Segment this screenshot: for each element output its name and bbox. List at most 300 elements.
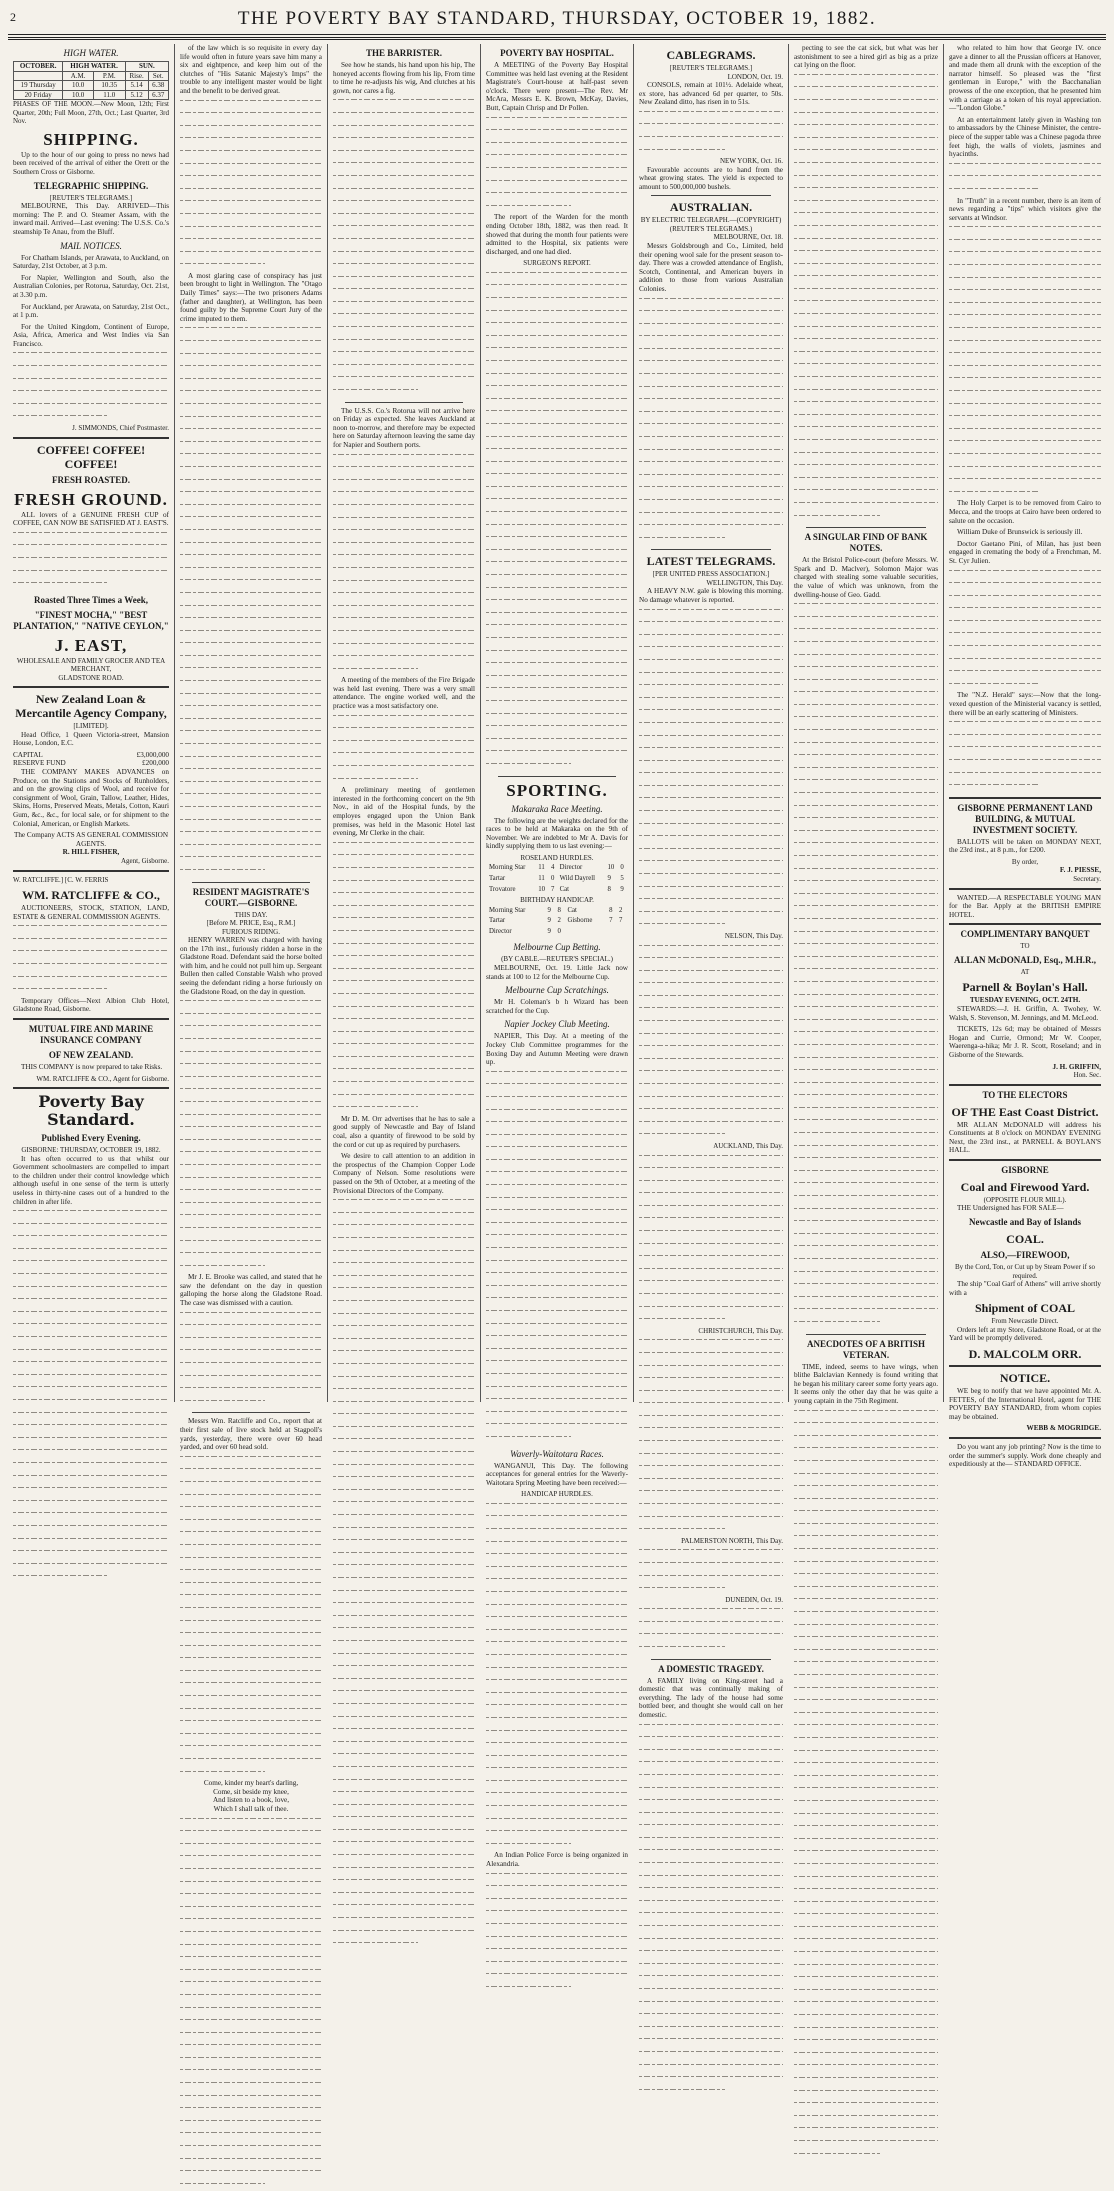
text-line bbox=[794, 1145, 938, 1154]
text-line bbox=[639, 1562, 783, 1571]
text-line bbox=[794, 300, 938, 309]
text-line bbox=[333, 968, 475, 977]
text-line bbox=[949, 175, 1101, 184]
text-line bbox=[333, 1904, 475, 1913]
text-line bbox=[333, 1829, 475, 1838]
truth-text: In "Truth" in a recent number, there is an item of news regarding a "tips" which visitors give the servants at Windsor. bbox=[949, 196, 1101, 222]
text-line bbox=[486, 1566, 628, 1575]
text-line bbox=[639, 149, 783, 158]
text-line bbox=[639, 411, 783, 420]
text-line bbox=[794, 830, 938, 839]
text-line bbox=[794, 2127, 938, 2136]
text-line bbox=[949, 784, 1101, 793]
text-line bbox=[180, 1051, 322, 1060]
text-line bbox=[639, 722, 783, 731]
banquet-date: TUESDAY EVENING, OCT. 24TH. bbox=[969, 996, 1081, 1005]
nzloan-office: Head Office, 1 Queen Victoria-street, Mansion House, London, E.C. bbox=[13, 730, 169, 748]
text-line bbox=[486, 1109, 628, 1118]
text-line bbox=[333, 715, 475, 724]
text-line bbox=[639, 886, 783, 895]
coal-yard-gisborne: GISBORNE bbox=[1001, 1164, 1049, 1175]
mail-item: For Chatham Islands, per Arawata, to Auckland, on Saturday, 21st October, at 3 p.m. bbox=[13, 253, 169, 271]
text-line bbox=[794, 679, 938, 688]
text-line bbox=[794, 1132, 938, 1141]
anecdotes-text: TIME, indeed, seems to have wings, when blithe Balclavian Kennedy is found writing that he began his military career some forty years ago. It seems only the other day that he was quite a young captain in the 75th Regiment. bbox=[794, 1362, 938, 1405]
text-line bbox=[333, 1224, 475, 1233]
text-line bbox=[13, 925, 169, 934]
waverly-heading: Waverly-Waitotara Races. bbox=[510, 1448, 604, 1459]
text-line bbox=[949, 226, 1101, 235]
text-line bbox=[180, 1758, 322, 1767]
text-line bbox=[333, 364, 475, 373]
text-filler bbox=[639, 609, 783, 932]
text-line bbox=[333, 1879, 475, 1888]
text-line bbox=[486, 1961, 628, 1970]
text-line bbox=[180, 1337, 322, 1346]
text-line bbox=[794, 666, 938, 675]
text-line bbox=[794, 1573, 938, 1582]
text-line bbox=[333, 1401, 475, 1410]
text-line bbox=[639, 1180, 783, 1189]
text-line bbox=[639, 1900, 783, 1909]
shipping-heading: SHIPPING. bbox=[43, 129, 139, 149]
telegraphic-text: MELBOURNE, This Day. ARRIVED—This morning: The P. and O. Steamer Assam, with the inward mail. Arrived—Last evening: The U.S.S. Co.'s steamship Te Anau, from the Bluff. bbox=[13, 202, 169, 236]
anecdotes-heading: ANECDOTES OF A BRITISH VETERAN. bbox=[807, 1338, 925, 1360]
text-line bbox=[794, 1636, 938, 1645]
text-line bbox=[486, 1146, 628, 1155]
text-line bbox=[180, 1139, 322, 1148]
text-line bbox=[794, 1044, 938, 1053]
text-line bbox=[639, 2089, 783, 2098]
text-line bbox=[486, 1197, 628, 1206]
text-line bbox=[180, 1569, 322, 1578]
text-line bbox=[333, 517, 475, 526]
text-line bbox=[180, 856, 322, 865]
newyork-text: Favourable accounts are to hand from the wheat growing states. The yield is expected to amount to 500,000,000 bushels. bbox=[639, 165, 783, 191]
text-line bbox=[180, 137, 322, 146]
makaraka-heading: Makaraka Race Meeting. bbox=[511, 803, 603, 814]
text-line bbox=[639, 499, 783, 508]
text-line bbox=[180, 1544, 322, 1553]
text-filler bbox=[333, 1199, 475, 1951]
ratcliffe-text: AUCTIONEERS, STOCK, STATION, LAND, ESTATE & GENERAL COMMISSION AGENTS. bbox=[13, 904, 169, 921]
text-line bbox=[794, 1220, 938, 1229]
text-line bbox=[13, 1449, 169, 1458]
text-line bbox=[639, 1549, 783, 1558]
telegraphic-sub: [REUTER'S TELEGRAMS.] bbox=[49, 193, 133, 202]
text-line bbox=[639, 1799, 783, 1808]
text-line bbox=[486, 322, 628, 331]
text-line bbox=[794, 1094, 938, 1103]
tide-sub: P.M. bbox=[93, 71, 125, 81]
text-line bbox=[180, 213, 322, 222]
text-line bbox=[639, 1205, 783, 1214]
napier-heading: Napier Jockey Club Meeting. bbox=[504, 1019, 610, 1030]
text-line bbox=[333, 529, 475, 538]
text-line bbox=[639, 1133, 783, 1142]
text-line bbox=[180, 1657, 322, 1666]
text-line bbox=[639, 735, 783, 744]
text-line bbox=[180, 1771, 322, 1780]
text-line bbox=[794, 238, 938, 247]
column-3 bbox=[328, 44, 481, 1402]
text-line bbox=[639, 785, 783, 794]
tragedy-heading: A DOMESTIC TRAGEDY. bbox=[658, 1663, 764, 1674]
text-line bbox=[180, 1227, 322, 1236]
text-line bbox=[794, 1775, 938, 1784]
scratchings-text: Mr H. Coleman's b h Wizard has been scratched for the Cup. bbox=[486, 998, 628, 1015]
text-filler bbox=[486, 1503, 628, 1852]
text-line bbox=[333, 580, 475, 589]
text-line bbox=[949, 352, 1101, 361]
text-line bbox=[180, 2082, 322, 2091]
text-line bbox=[486, 1121, 628, 1130]
text-line bbox=[639, 423, 783, 432]
text-line bbox=[639, 1812, 783, 1821]
text-line bbox=[639, 111, 783, 120]
text-line bbox=[333, 1006, 475, 1015]
mail-item: For Auckland, per Arawata, on Saturday, 21st Oct., at 1 p.m. bbox=[13, 302, 169, 320]
text-line bbox=[180, 781, 322, 790]
text-line bbox=[794, 1976, 938, 1985]
text-line bbox=[794, 779, 938, 788]
tide-header: SUN. bbox=[125, 62, 168, 72]
text-line bbox=[486, 154, 628, 163]
text-line bbox=[333, 1043, 475, 1052]
barrister-heading: THE BARRISTER. bbox=[365, 48, 443, 58]
text-line bbox=[180, 1088, 322, 1097]
mocha-line: "FINEST MOCHA," "BEST PLANTATION," "NATIVE CEYLON," bbox=[13, 609, 169, 631]
text-line bbox=[180, 390, 322, 399]
text-line bbox=[333, 727, 475, 736]
text-line bbox=[180, 1944, 322, 1953]
masthead-rule bbox=[8, 37, 1106, 40]
text-line bbox=[794, 363, 938, 372]
text-line bbox=[333, 454, 475, 463]
text-filler bbox=[486, 272, 628, 772]
text-line bbox=[639, 1280, 783, 1289]
text-line bbox=[486, 310, 628, 319]
bank-notes-text: At the Bristol Police-court (before Messrs. W. Spark and D. Maclver), Solomon Major was charged with stealing some valuable securities, the value of which was unknown, from the dwelling-house of Geo. Gadd. bbox=[794, 556, 938, 599]
text-line bbox=[486, 436, 628, 445]
text-line bbox=[486, 1843, 628, 1852]
text-line bbox=[180, 1594, 322, 1603]
text-line bbox=[180, 655, 322, 664]
text-line bbox=[639, 1268, 783, 1277]
text-line bbox=[180, 1375, 322, 1384]
text-line bbox=[486, 1730, 628, 1739]
text-line bbox=[180, 2007, 322, 2016]
text-line bbox=[949, 403, 1101, 412]
tide-row bbox=[14, 90, 169, 100]
rotorua-text: The U.S.S. Co.'s Rotorua will not arrive here on Friday as expected. She leaves Auckland at noon to-morrow, and therefore may be expected here on Saturday afternoon leaving the same day for Napier and Southern ports. bbox=[333, 406, 475, 449]
text-line bbox=[13, 352, 169, 361]
text-line bbox=[333, 125, 475, 134]
text-line bbox=[333, 188, 475, 197]
text-line bbox=[13, 1235, 169, 1244]
text-line bbox=[180, 441, 322, 450]
text-line bbox=[180, 1101, 322, 1110]
text-line bbox=[180, 1893, 322, 1902]
text-line bbox=[794, 2090, 938, 2099]
text-line bbox=[639, 1950, 783, 1959]
text-line bbox=[794, 212, 938, 221]
text-line bbox=[639, 1887, 783, 1896]
text-line bbox=[949, 377, 1101, 386]
text-line bbox=[639, 1192, 783, 1201]
text-line bbox=[486, 624, 628, 633]
text-line bbox=[794, 842, 938, 851]
text-line bbox=[180, 1981, 322, 1990]
text-line bbox=[180, 1494, 322, 1503]
text-line bbox=[794, 86, 938, 95]
text-line bbox=[794, 994, 938, 1003]
text-line bbox=[180, 1682, 322, 1691]
text-filler bbox=[180, 100, 322, 272]
text-line bbox=[333, 1464, 475, 1473]
text-filler bbox=[639, 1339, 783, 1537]
australian-text: Messrs Goldsbrough and Co., Limited, held their opening wool sale for the present season to-day. There was a crowded attendance of English, Scotch, Continental, and American buyers in addition to those from various Australian Colonies. bbox=[639, 241, 783, 293]
text-line bbox=[333, 842, 475, 851]
text-line bbox=[333, 276, 475, 285]
text-line bbox=[794, 1649, 938, 1658]
court-this-day: THIS DAY. bbox=[234, 910, 268, 919]
text-line bbox=[639, 486, 783, 495]
text-line bbox=[13, 1575, 169, 1584]
text-line bbox=[639, 1339, 783, 1348]
dunedin-dateline: DUNEDIN, Oct. 19. bbox=[725, 1595, 783, 1604]
hospital-text: A MEETING of the Poverty Bay Hospital Committee was held last evening at the Resident Magistrate's Court-house at half-past seven o'clock. There were present—The Rev. Mr McAra, Messrs E. K. Brown, McKay, Davies, Butt, Captain Chrisp and Dr Pollen. bbox=[486, 61, 628, 112]
nzloan-heading: New Zealand Loan & Mercantile Agency Company, bbox=[15, 692, 167, 721]
text-line bbox=[333, 1451, 475, 1460]
text-line bbox=[13, 988, 169, 997]
text-line bbox=[180, 479, 322, 488]
capital-value: £3,000,000 bbox=[136, 750, 169, 759]
barrister-poem: See how he stands, his hand upon his hip, The honeyed accents flowing from his lip, From time to time he re-adjusts his wig, And clutches at his gown, nor cares a fig. bbox=[333, 61, 475, 95]
text-line bbox=[639, 995, 783, 1004]
tide-sub bbox=[14, 71, 63, 81]
cremation-text: Doctor Gaetano Pini, of Milan, has just been engaged in cremating the body of a Frenchman, M. St. Cyr Julien. bbox=[949, 539, 1101, 565]
text-line bbox=[794, 1712, 938, 1721]
text-line bbox=[949, 327, 1101, 336]
text-line bbox=[794, 1157, 938, 1166]
text-line bbox=[486, 1272, 628, 1281]
text-line bbox=[180, 327, 322, 336]
text-line bbox=[639, 512, 783, 521]
text-line bbox=[180, 175, 322, 184]
text-line bbox=[794, 1435, 938, 1444]
text-line bbox=[639, 1058, 783, 1067]
sale-text: Messrs Wm. Ratcliffe and Co., report that at their first sale of live stock held at Stagpoll's yards, yesterday, there were over 60 head yarded, and over 60 head sold. bbox=[180, 1417, 322, 1452]
text-line bbox=[639, 323, 783, 332]
east-coast-heading: OF THE East Coast District. bbox=[951, 1104, 1099, 1119]
text-line bbox=[333, 993, 475, 1002]
text-line bbox=[180, 453, 322, 462]
flour-mill: (OPPOSITE FLOUR MILL). bbox=[983, 1195, 1067, 1204]
text-line bbox=[13, 1361, 169, 1370]
text-line bbox=[794, 2039, 938, 2048]
webb-mogridge: WEBB & MOGRIDGE. bbox=[1026, 1424, 1101, 1433]
text-line bbox=[180, 1557, 322, 1566]
text-line bbox=[794, 1813, 938, 1822]
text-line bbox=[794, 414, 938, 423]
text-line bbox=[333, 1741, 475, 1750]
column-2 bbox=[175, 44, 328, 1813]
columns bbox=[8, 44, 1106, 1869]
text-line bbox=[794, 943, 938, 952]
coal-notice-text: Mr D. M. Orr advertises that he has to sale a good supply of Newcastle and Bay of Island coal, also a quantity of firewood to be sold by the cord or cut up as required by purchasers. bbox=[333, 1114, 475, 1149]
text-line bbox=[180, 1025, 322, 1034]
text-line bbox=[13, 1525, 169, 1534]
text-line bbox=[333, 1602, 475, 1611]
text-line bbox=[486, 335, 628, 344]
text-line bbox=[180, 2170, 322, 2179]
text-line bbox=[794, 2077, 938, 2086]
poem-line: Come, kinder my heart's darling, bbox=[203, 1779, 299, 1788]
text-line bbox=[794, 124, 938, 133]
text-line bbox=[486, 650, 628, 659]
palmerston-dateline: PALMERSTON NORTH, This Day. bbox=[681, 1536, 783, 1545]
leader-text: It has often occurred to us that whilst our Government schoolmasters are compelled to impart to the children under their control knowledge which although useful in one sense of the term is utterly useless in thirty-nine cases out of a hundred to the children in after life. bbox=[13, 1154, 169, 1206]
text-line bbox=[333, 1325, 475, 1334]
text-line bbox=[180, 2019, 322, 2028]
herald-text: The "N.Z. Herald" says:—Now that the long-vexed question of the Ministerial vacancy is settled, there will be an early scattering of Ministers. bbox=[949, 691, 1101, 717]
race-row: Tartar 9 2 Gisborne 7 7 bbox=[489, 917, 623, 925]
text-line bbox=[639, 1849, 783, 1858]
text-filler bbox=[639, 1549, 783, 1595]
text-line bbox=[794, 502, 938, 511]
text-line bbox=[333, 1627, 475, 1636]
latest-sub: [PER UNITED PRESS ASSOCIATION.] bbox=[652, 570, 770, 579]
text-line bbox=[639, 697, 783, 706]
text-line bbox=[639, 760, 783, 769]
text-line bbox=[794, 74, 938, 83]
text-line bbox=[486, 763, 628, 772]
text-line bbox=[794, 1850, 938, 1859]
text-line bbox=[486, 1171, 628, 1180]
tide-cell: 6.37 bbox=[148, 90, 169, 100]
allan-mcdonald: ALLAN McDONALD, Esq., M.H.R., bbox=[953, 954, 1096, 965]
text-line bbox=[486, 1348, 628, 1357]
ballots-text: BALLOTS will be taken on MONDAY NEXT, the 23rd inst., at 8 p.m., for £200. bbox=[949, 837, 1101, 855]
text-line bbox=[13, 1311, 169, 1320]
text-filler bbox=[949, 721, 1101, 793]
concert-text: A preliminary meeting of gentlemen interested in the forthcoming concert on the 9th Nov., in aid of the Hospital funds, by the employes engaged upon the Union Bank premises, was held in the Masonic Hotel last evening, Mr Clerke in the chair. bbox=[333, 786, 475, 838]
text-line bbox=[486, 1704, 628, 1713]
text-line bbox=[13, 1399, 169, 1408]
text-line bbox=[180, 554, 322, 563]
text-line bbox=[794, 905, 938, 914]
roseland-table bbox=[486, 862, 628, 896]
telegraphic-heading: TELEGRAPHIC SHIPPING. bbox=[33, 180, 149, 191]
text-line bbox=[794, 477, 938, 486]
text-line bbox=[639, 1528, 783, 1537]
text-line bbox=[639, 709, 783, 718]
warden-report: The report of the Warden for the month ending October 18th, 1882, was then read. It showed that during the month four patients were admitted to the Hospital, six patients were discharged, and one had died. bbox=[486, 213, 628, 256]
text-line bbox=[333, 617, 475, 626]
poem-line: Which I shall talk of thee. bbox=[213, 1805, 289, 1813]
text-line bbox=[949, 570, 1101, 579]
text-line bbox=[794, 1119, 938, 1128]
text-line bbox=[180, 491, 322, 500]
nzloan-agents: The Company ACTS AS GENERAL COMMISSION AGENTS. bbox=[13, 831, 169, 848]
court-text: HENRY WARREN was charged with having on the 17th inst., furiously ridden a horse in the Gladstone Road. Defendant said the horse bolted with him, and he could not pull him up. Sergeant Bullen then called Constable Walsh who proved seeing the defendant riding a horse furiously on the Gladstone Road, on the day in question. bbox=[180, 936, 322, 996]
text-line bbox=[794, 1422, 938, 1431]
pagoda-text: At an entertainment lately given in Washing ton to ambassadors by the Chinese Minister, the centre-piece of the supper table was a Chinese pagoda three feet high, the walls of violets, jasmines and hyacinths. bbox=[949, 115, 1101, 159]
shipping-text: Up to the hour of our going to press no news had been received of the arrival of either the Orett or the Southern Cross or Gisborne. bbox=[13, 150, 169, 177]
text-line bbox=[180, 1456, 322, 1465]
text-line bbox=[180, 1720, 322, 1729]
text-line bbox=[180, 2032, 322, 2041]
text-line bbox=[486, 1885, 628, 1894]
text-line bbox=[333, 288, 475, 297]
text-line bbox=[639, 1608, 783, 1617]
text-line bbox=[639, 360, 783, 369]
text-line bbox=[13, 1298, 169, 1307]
text-line bbox=[180, 466, 322, 475]
text-line bbox=[333, 1753, 475, 1762]
text-line bbox=[639, 310, 783, 319]
text-line bbox=[639, 1121, 783, 1130]
text-line bbox=[794, 1208, 938, 1217]
copper-lode-text: We desire to call attention to an addition in the prospectus of the Champion Copper Lode Company of Nelson. Some resolutions were passed on the 9th of October, at a meeting of the Provisional Directors of the Company. bbox=[333, 1152, 475, 1195]
text-line bbox=[949, 453, 1101, 462]
text-line bbox=[180, 1868, 322, 1877]
text-line bbox=[794, 489, 938, 498]
napier-text: NAPIER, This Day. At a meeting of the Jockey Club Committee programmes for the Boxing Day and Autumn Meeting were drawn up. bbox=[486, 1032, 628, 1067]
text-line bbox=[949, 440, 1101, 449]
text-line bbox=[639, 898, 783, 907]
text-line bbox=[639, 1837, 783, 1846]
text-line bbox=[333, 1106, 475, 1115]
text-filler bbox=[333, 99, 475, 397]
text-line bbox=[333, 1665, 475, 1674]
text-line bbox=[639, 1503, 783, 1512]
text-line bbox=[333, 1678, 475, 1687]
tide-cell: 6.38 bbox=[148, 81, 169, 91]
text-line bbox=[180, 1013, 322, 1022]
text-line bbox=[794, 1170, 938, 1179]
text-line bbox=[13, 390, 169, 399]
text-line bbox=[794, 691, 938, 700]
text-line bbox=[794, 1308, 938, 1317]
text-line bbox=[13, 1475, 169, 1484]
banquet-heading: COMPLIMENTARY BANQUET bbox=[960, 929, 1090, 940]
text-line bbox=[639, 1824, 783, 1833]
text-line bbox=[180, 1994, 322, 2003]
text-line bbox=[180, 642, 322, 651]
text-line bbox=[639, 2001, 783, 2010]
masthead bbox=[8, 8, 1106, 35]
text-line bbox=[794, 1031, 938, 1040]
text-line bbox=[486, 1616, 628, 1625]
text-line bbox=[333, 504, 475, 513]
text-line bbox=[639, 823, 783, 832]
text-line bbox=[949, 289, 1101, 298]
text-line bbox=[794, 981, 938, 990]
text-line bbox=[794, 1888, 938, 1897]
text-line bbox=[180, 2158, 322, 2167]
text-line bbox=[333, 1237, 475, 1246]
griffin-name: J. H. GRIFFIN, bbox=[1052, 1062, 1101, 1071]
text-line bbox=[639, 1478, 783, 1487]
text-line bbox=[486, 192, 628, 201]
text-line bbox=[13, 1462, 169, 1471]
text-line bbox=[180, 1906, 322, 1915]
australian-heading: AUSTRALIAN. bbox=[669, 200, 753, 215]
text-line bbox=[180, 2132, 322, 2141]
text-line bbox=[794, 1410, 938, 1419]
